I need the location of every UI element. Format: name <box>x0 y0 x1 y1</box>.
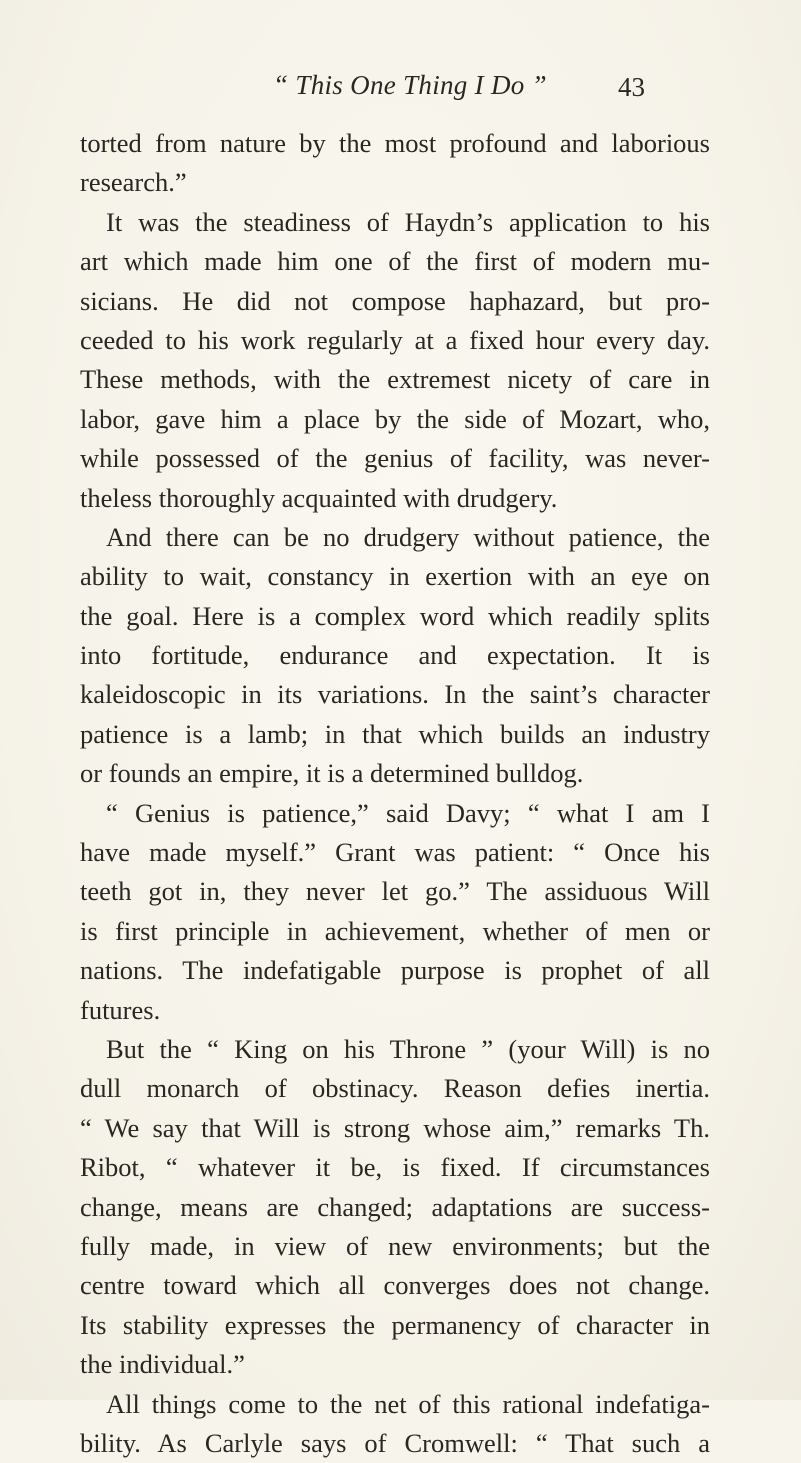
text-line: sicians. He did not compose haphazard, but pro- <box>80 285 710 316</box>
text-line: research.” <box>80 167 187 198</box>
text-line: nations. The indefatigable purpose is prophet of all <box>80 955 710 986</box>
text-line: teeth got in, they never let go.” The assiduous Will <box>80 876 710 907</box>
text-line: bility. As Carlyle says of Cromwell: “ That such a <box>80 1427 710 1458</box>
text-line: have made myself.” Grant was patient: “ Once his <box>80 837 710 868</box>
running-title: “ This One Thing I Do ” <box>273 70 547 100</box>
text-line: dull monarch of obstinacy. Reason defies inertia. <box>80 1073 710 1104</box>
text-line: fully made, in view of new environments; but the <box>80 1230 710 1261</box>
text-line: futures. <box>80 994 161 1025</box>
text-line: Ribot, “ whatever it be, is fixed. If circumstances <box>80 1152 710 1183</box>
text-line: But the “ King on his Throne ” (your Will) is no <box>106 1033 710 1064</box>
text-line: theless thoroughly acquainted with drudgery. <box>80 482 558 513</box>
text-line: the individual.” <box>80 1349 245 1380</box>
body-text <box>80 124 710 1463</box>
text-line: kaleidoscopic in its variations. In the saint’s character <box>80 679 710 710</box>
text-line: patience is a lamb; in that which builds an industry <box>80 718 710 749</box>
text-line: or founds an empire, it is a determined bulldog. <box>80 758 584 789</box>
page-number: 43 <box>618 72 645 102</box>
text-line: while possessed of the genius of facility, was never- <box>80 443 710 474</box>
text-line: change, means are changed; adaptations are success- <box>80 1191 710 1222</box>
text-line: All things come to the net of this rational indefatiga- <box>106 1388 710 1419</box>
text-line: centre toward which all converges does not change. <box>80 1270 710 1301</box>
text-line: Its stability expresses the permanency of character in <box>80 1309 710 1340</box>
text-line: “ Genius is patience,” said Davy; “ what I am I <box>106 797 710 828</box>
text-line: “ We say that Will is strong whose aim,” remarks Th. <box>80 1112 710 1143</box>
text-line: into fortitude, endurance and expectation. It is <box>80 640 710 671</box>
text-line: ability to wait, constancy in exertion with an eye on <box>80 561 710 592</box>
text-line: torted from nature by the most profound and laborious <box>80 128 710 158</box>
text-line: labor, gave him a place by the side of Mozart, who, <box>80 403 710 434</box>
text-line: is first principle in achievement, whether of men or <box>80 915 710 946</box>
running-head <box>0 70 801 110</box>
text-line: These methods, with the extremest nicety of care in <box>80 364 710 395</box>
text-line: art which made him one of the first of modern mu- <box>80 246 710 277</box>
text-line: And there can be no drudgery without patience, the <box>106 521 710 552</box>
text-line: ceeded to his work regularly at a fixed hour every day. <box>80 324 710 355</box>
text-line: the goal. Here is a complex word which readily splits <box>80 600 710 631</box>
text-line: It was the steadiness of Haydn’s application to his <box>106 206 710 237</box>
